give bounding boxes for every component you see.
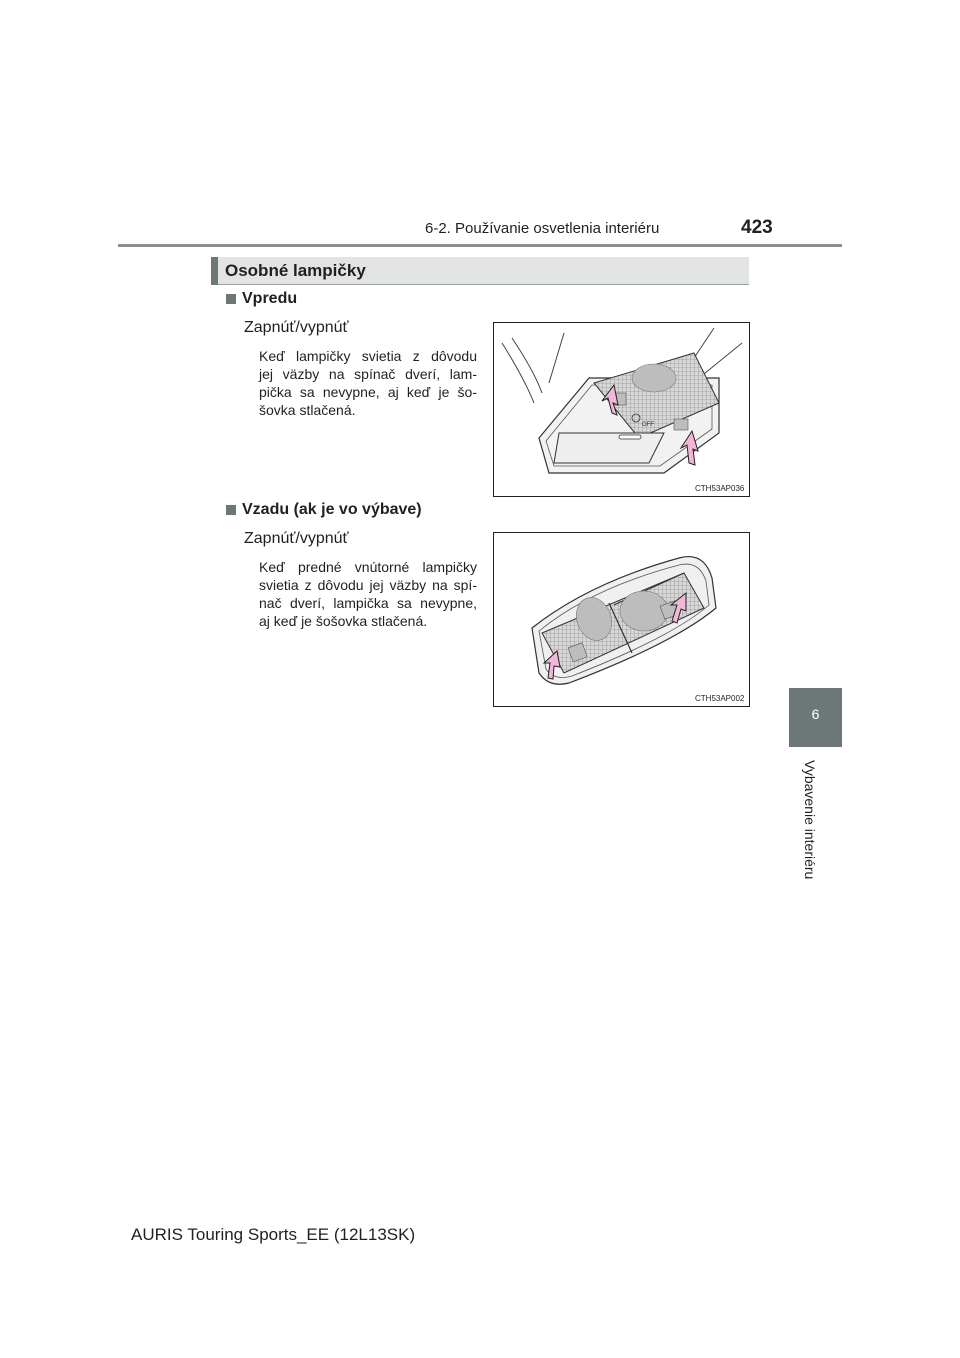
note-line: jej väzby na spínač dverí, lam- — [259, 366, 477, 382]
front-lamp-figure — [493, 322, 750, 497]
item-rear-heading: Vzadu (ak je vo výbave) — [242, 501, 422, 518]
item-front-heading: Vpredu — [242, 290, 298, 307]
switch-off-label: OFF — [642, 422, 654, 428]
section-title: Osobné lampičky — [225, 261, 366, 280]
footer-model: AURIS Touring Sports_EE (12L13SK) — [131, 1225, 416, 1244]
item-front-note — [259, 347, 477, 419]
note-line: aj keď je šošovka stlačená. — [259, 613, 428, 629]
rear-lamp-figure — [493, 532, 750, 707]
chapter-number: 6 — [811, 706, 820, 722]
bullet-square — [226, 505, 236, 515]
header-rule — [118, 244, 842, 247]
item-rear-action: Zapnúť/vypnúť — [244, 530, 349, 547]
section-marker — [211, 257, 218, 285]
item-rear-note — [259, 558, 477, 630]
note-line: šovka stlačená. — [259, 402, 356, 418]
note-line: Keď predné vnútorné lampičky — [259, 559, 477, 575]
note-line: nač dverí, lampička sa nevypne, — [259, 595, 477, 611]
figure-code: CTH53AP036 — [695, 484, 745, 493]
figure-code: CTH53AP002 — [695, 694, 745, 703]
chapter-title: Vybavenie interiéru — [802, 760, 818, 880]
header-section-title: 6-2. Používanie osvetlenia interiéru — [425, 220, 660, 237]
note-line: pička sa nevypne, aj keď je šo- — [259, 384, 477, 400]
note-line: Keď lampičky svietia z dôvodu — [259, 348, 477, 364]
front-lamp-illustration — [494, 323, 749, 496]
note-line: svietia z dôvodu jej väzby na spí- — [259, 577, 477, 593]
page-number: 423 — [741, 217, 773, 238]
bullet-square — [226, 294, 236, 304]
item-front-action: Zapnúť/vypnúť — [244, 319, 349, 336]
rear-lamp-illustration — [494, 533, 749, 706]
